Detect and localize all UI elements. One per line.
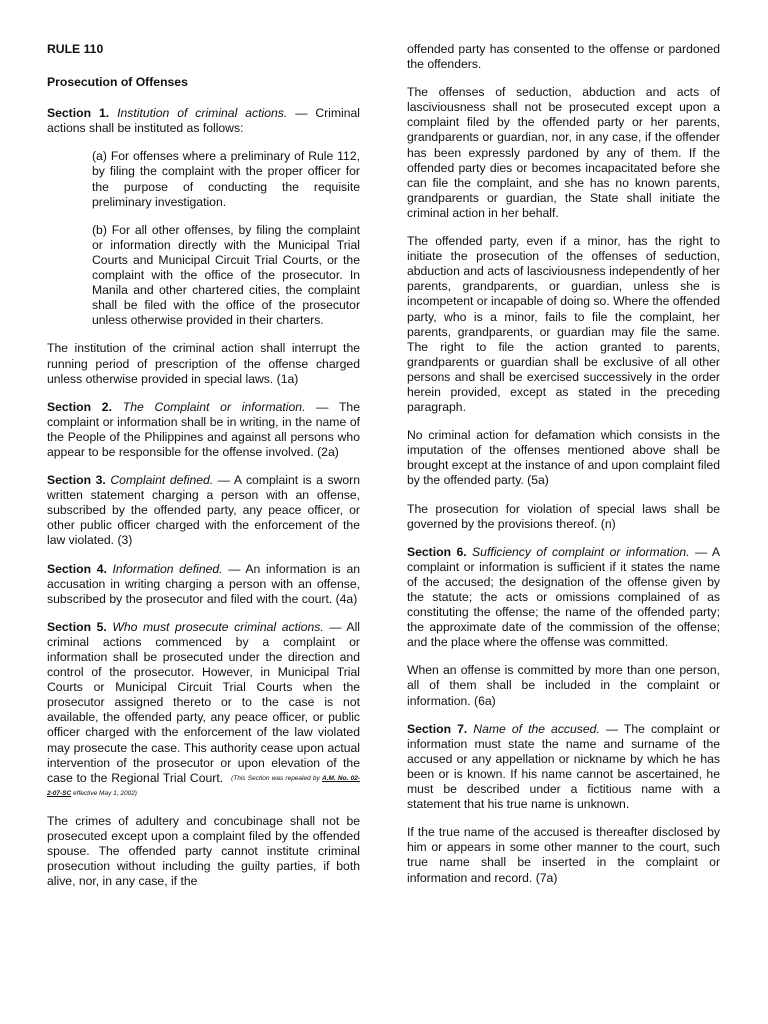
- section-2-paragraph: [47, 400, 360, 460]
- section-1-item-a: (a) For offenses where a preliminary of Rule 112, by filing the complaint with the proper officer for the purpose of conducting the requisite preliminary investigation.: [92, 149, 360, 209]
- section-1-item-b: (b) For all other offenses, by filing the complaint or information directly with the Municipal Trial Courts and Municipal Circuit Trial Courts, or the complaint with the office of the prosecutor. In Manila and other chartered cities, the complaint shall be filed with the office of the prosecutor unless otherwise provided in their charters.: [92, 222, 360, 328]
- footnote-reference-link[interactable]: A.M. No. 02-2-07-SC: [47, 774, 360, 797]
- footnote-prefix: (This Section was repealed by: [231, 774, 322, 782]
- section-6-text: — A complaint or information is sufficient if it states the name of the accused; the designation of the offense given by the statute; the acts or omissions complained of as constituting the offense; the name of the offended party; the approximate date of the commission of the offense; and the place where the offense was committed.: [407, 544, 721, 650]
- section-7-true-name-paragraph: If the true name of the accused is thereafter disclosed by him or appears in some other manner to the court, such true name shall be inserted in the complaint or information and record. (7a): [407, 825, 720, 885]
- section-7-heading: Section 7.: [407, 721, 468, 736]
- section-6-title: Sufficiency of complaint or information.: [472, 544, 690, 559]
- rule-title: RULE 110: [47, 42, 104, 56]
- rule-subtitle: Prosecution of Offenses: [47, 75, 188, 90]
- section-5-title: Who must prosecute criminal actions.: [112, 619, 324, 634]
- section-6-paragraph: [407, 545, 720, 651]
- section-1-prescription-paragraph: The institution of the criminal action shall interrupt the running period of prescription of the offense charged unless otherwise provided in special laws. (1a): [47, 341, 360, 386]
- section-1-title: Institution of criminal actions.: [117, 106, 288, 121]
- right-column: [407, 42, 720, 899]
- section-7-text: — The complaint or information must state the name and surname of the accused or any appellation or nickname by which he has been or is known. If his name cannot be ascertained, he must be described under a fictitious name with a statement that his true name is unknown.: [407, 721, 720, 812]
- section-5-text: — All criminal actions commenced by a complaint or information shall be prosecuted under the direction and control of the prosecutor. However, in Municipal Trial Courts or Municipal Circuit Trial Courts when the prosecutor assigned thereto or to the case is not available, the offended party, any peace officer, or public officer charged with the enforcement of the law violated may prosecute the case. This authority cease upon actual intervention of the prosecutor or upon elevation of the case to the Regional Trial Court.: [47, 619, 360, 785]
- section-3-heading: Section 3.: [47, 473, 106, 488]
- section-3-paragraph: [47, 473, 360, 548]
- section-4-text: — An information is an accusation in writing charging a person with an offense, subscribed by the prosecutor and filed with the court. (4a): [47, 561, 360, 606]
- section-4-heading: Section 4.: [47, 561, 107, 576]
- seduction-paragraph: The offenses of seduction, abduction and acts of lasciviousness shall not be prosecuted except upon a complaint filed by the offended party or her parents, grandparents or guardian, nor, in any case, if the offender has been expressly pardoned by any of them. If the offended party dies or becomes incapacitated before she can file the complaint, and she has no known parents, grandparents or guardian, the State shall initiate the criminal action in her behalf.: [407, 85, 720, 220]
- section-2-heading: Section 2.: [47, 399, 112, 414]
- section-1-text: — Criminal actions shall be instituted as follows:: [47, 106, 361, 136]
- section-1-paragraph: [47, 106, 360, 136]
- section-7-title: Name of the accused.: [473, 721, 600, 736]
- section-5-adultery-paragraph: The crimes of adultery and concubinage shall not be prosecuted except upon a complaint filed by the offended spouse. The offended party cannot institute criminal prosecution without including the guilty parties, if both alive, nor, in any case, if the: [47, 813, 360, 889]
- minor-offended-party-paragraph: The offended party, even if a minor, has the right to initiate the prosecution of the offenses of seduction, abduction and acts of lasciviousness independently of her parents, grandparents, or guardian, unless she is incompetent or incapable of doing so. Where the offended party, who is a minor, fails to file the complaint, her parents, grandparents, or guardian may file the same. The right to file the action granted to parents, grandparents or guardian shall be exclusive of all other persons and shall be exercised successively in the order herein provided, except as stated in the preceding paragraph.: [407, 234, 720, 415]
- section-2-text: — The complaint or information shall be in writing, in the name of the People of the Philippines and against all persons who appear to be responsible for the offense involved. (2a): [47, 399, 360, 459]
- special-laws-paragraph: The prosecution for violation of special laws shall be governed by the provisions thereof. (n): [407, 501, 720, 531]
- section-4-paragraph: [47, 562, 360, 607]
- section-3-title: Complaint defined.: [110, 473, 214, 488]
- section-7-paragraph: [407, 722, 720, 813]
- section-5-paragraph: [47, 620, 360, 801]
- section-3-text: — A complaint is a sworn written statement charging a person with an offense, subscribed by the offended party, any peace officer, or other public officer charged with the enforcement of the law violated. (3): [47, 473, 360, 548]
- section-1-heading: Section 1.: [47, 106, 110, 121]
- left-column: [47, 42, 360, 902]
- section-6-multiple-persons-paragraph: When an offense is committed by more than one person, all of them shall be included in the complaint or information. (6a): [407, 663, 720, 708]
- continued-paragraph: offended party has consented to the offense or pardoned the offenders.: [407, 42, 720, 72]
- section-5-heading: Section 5.: [47, 619, 107, 634]
- section-6-heading: Section 6.: [407, 544, 467, 559]
- section-4-title: Information defined.: [112, 561, 223, 576]
- footnote-suffix: effective May 1, 2002): [71, 789, 137, 797]
- section-2-title: The Complaint or information.: [122, 399, 306, 414]
- defamation-paragraph: No criminal action for defamation which consists in the imputation of the offenses mentioned above shall be brought except at the instance of and upon complaint filed by the offended party. (5a): [407, 428, 720, 488]
